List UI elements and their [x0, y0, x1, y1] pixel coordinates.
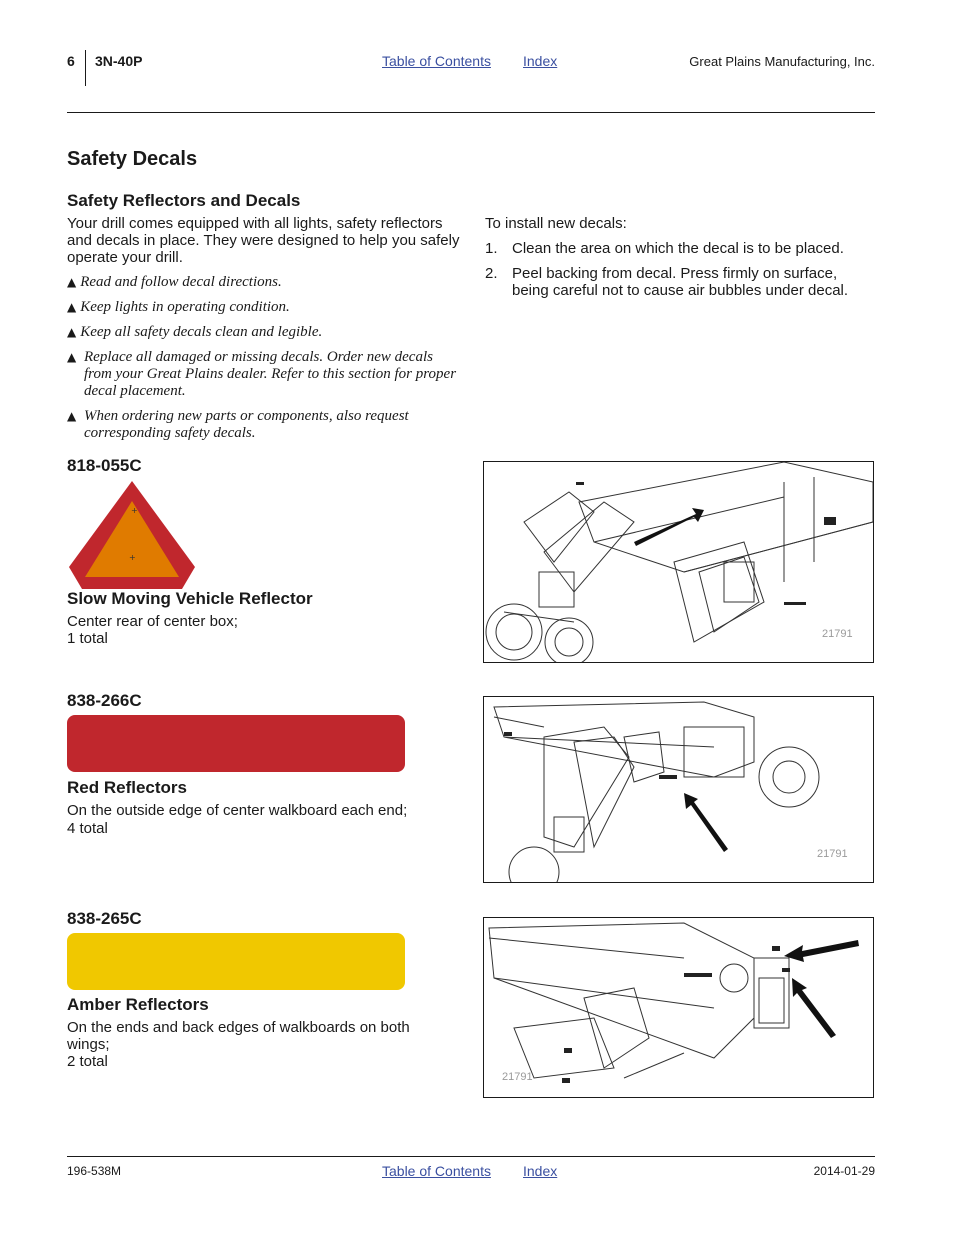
page-number: 6: [67, 53, 75, 69]
decal-location-figure: [483, 461, 874, 663]
doc-number: 196-538M: [67, 1164, 122, 1178]
header-index-link[interactable]: Index: [523, 53, 558, 69]
footer-index-link[interactable]: Index: [523, 1163, 558, 1179]
drill-rear-illustration: [484, 462, 873, 662]
smv-reflector-image: [67, 479, 197, 591]
publish-date: 2014-01-29: [813, 1164, 875, 1178]
decal-part-number: 838-265C: [67, 909, 142, 928]
install-step-number: 2.: [485, 265, 498, 282]
figure-number: 21791: [822, 628, 853, 640]
install-step-number: 1.: [485, 240, 498, 257]
header-divider: [85, 50, 86, 86]
triangle-bullet-icon: ▲: [67, 275, 77, 289]
install-step-text: Clean the area on which the decal is to be placed.: [512, 240, 844, 257]
bullet-item: Replace all damaged or missing decals. Order new decals from your Great Plains dealer. Refer to this section for proper decal placement.: [84, 349, 457, 399]
install-intro: To install new decals:: [485, 215, 627, 232]
page-title: Safety Decals: [67, 148, 198, 170]
decal-count: 2 total: [67, 1053, 108, 1070]
triangle-bullet-icon: ▲: [67, 350, 77, 364]
header-rule: [67, 112, 875, 113]
triangle-bullet-icon: ▲: [67, 300, 77, 314]
header-toc-link[interactable]: Table of Contents: [382, 53, 491, 69]
bullet-item: ▲ Keep lights in operating condition.: [67, 299, 290, 315]
amber-reflector-swatch: [67, 933, 405, 990]
decal-part-number: 818-055C: [67, 456, 142, 475]
svg-text:+: +: [129, 553, 136, 562]
decal-part-number: 838-266C: [67, 691, 142, 710]
section-subtitle: Safety Reflectors and Decals: [67, 191, 301, 210]
drill-side-illustration: [484, 697, 873, 882]
footer-toc-link[interactable]: Table of Contents: [382, 1163, 491, 1179]
red-reflector-swatch: [67, 715, 405, 772]
decal-location: On the outside edge of center walkboard each end;: [67, 802, 408, 819]
install-step-text: Peel backing from decal. Press firmly on surface, being careful not to cause air bubbles under decal.: [512, 265, 849, 299]
bullet-item: ▲ Keep all safety decals clean and legible.: [67, 324, 323, 340]
figure-number: 21791: [502, 1071, 533, 1083]
drill-wing-illustration: [484, 918, 873, 1097]
decal-count: 4 total: [67, 820, 108, 837]
decal-name: Red Reflectors: [67, 778, 187, 797]
decal-location-figure: [483, 696, 874, 883]
bullet-item: When ordering new parts or components, also request corresponding safety decals.: [84, 408, 409, 441]
decal-name: Amber Reflectors: [67, 995, 209, 1014]
footer-rule: [67, 1156, 875, 1157]
decal-location-figure: [483, 917, 874, 1098]
company-name: Great Plains Manufacturing, Inc.: [689, 54, 875, 69]
intro-paragraph: Your drill comes equipped with all lights, safety reflectors and decals in place. They were designed to help you safely operate your drill.: [67, 215, 460, 266]
bullet-item: ▲ Read and follow decal directions.: [67, 274, 282, 290]
triangle-bullet-icon: ▲: [67, 325, 77, 339]
triangle-bullet-icon: ▲: [67, 409, 77, 423]
decal-name: Slow Moving Vehicle Reflector: [67, 589, 313, 608]
svg-text:+: +: [131, 506, 138, 515]
figure-number: 21791: [817, 848, 848, 860]
decal-location: On the ends and back edges of walkboards on both wings;: [67, 1019, 410, 1053]
model-name: 3N-40P: [95, 53, 143, 69]
decal-location: Center rear of center box;: [67, 613, 238, 630]
decal-count: 1 total: [67, 630, 108, 647]
